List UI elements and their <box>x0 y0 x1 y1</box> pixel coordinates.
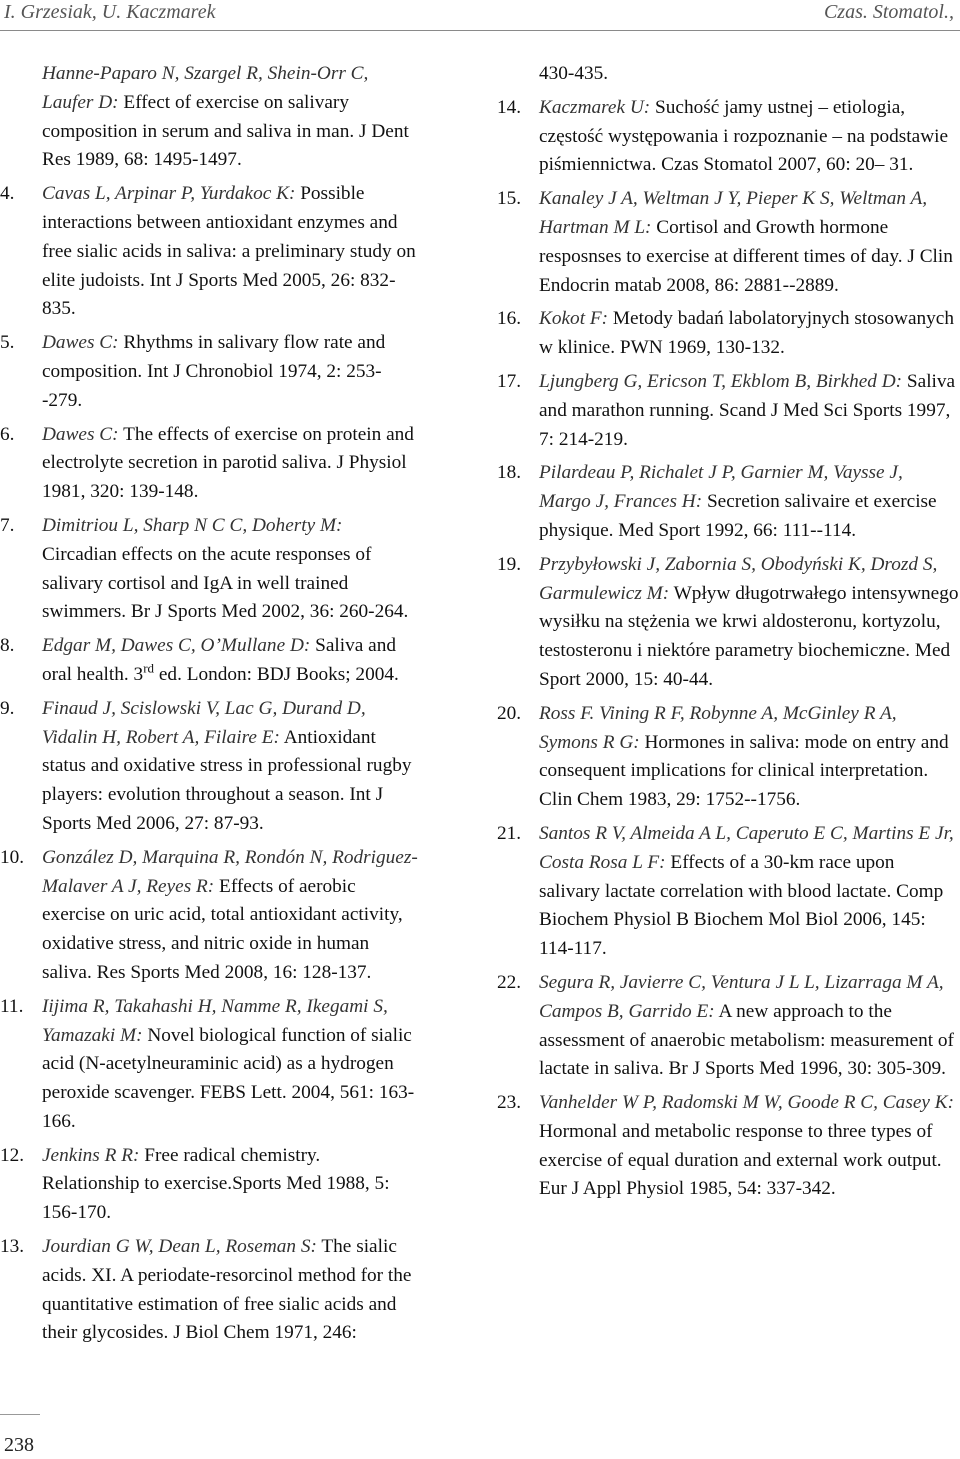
reference-body <box>42 421 420 507</box>
reference-item <box>0 329 420 415</box>
left-reference-column <box>0 60 420 1353</box>
reference-body <box>539 60 959 89</box>
reference-text: Saliva and oral health. 3 <box>42 635 396 685</box>
reference-number: 4. <box>0 183 15 205</box>
reference-number: 20. <box>497 702 522 724</box>
reference-authors: Santos R V, Almeida A L, Caperuto E C, Martins E Jr, Costa Rosa L F: <box>539 822 954 873</box>
reference-text: Metody badań labolatoryjnych stosowanych w klinice. PWN 1969, 130-132. <box>539 308 954 359</box>
reference-item <box>497 700 959 815</box>
reference-number: 16. <box>497 308 522 330</box>
reference-item <box>0 60 420 175</box>
reference-number: 5. <box>0 332 15 354</box>
reference-item <box>0 180 420 324</box>
reference-number: 17. <box>497 370 522 392</box>
reference-text: Wpływ długotrwałego intensywnego wysiłku na stężenia we krwi aldosteronu, kortyzolu, testosteronu i niektóre parametry biochemiczne. Med Sport 2000, 15: 40-44. <box>539 582 959 690</box>
reference-body <box>539 551 959 695</box>
reference-number: 14. <box>497 96 522 118</box>
reference-number: 21. <box>497 822 522 844</box>
reference-body <box>539 700 959 815</box>
reference-item <box>497 94 959 180</box>
reference-authors: Cavas L, Arpinar P, Yurdakoc K: <box>42 183 296 205</box>
reference-number: 22. <box>497 971 522 993</box>
reference-body <box>539 185 959 300</box>
reference-body <box>42 60 420 175</box>
reference-item <box>497 305 959 363</box>
reference-item <box>0 1142 420 1228</box>
reference-body <box>42 180 420 324</box>
reference-superscript: rd <box>143 660 155 676</box>
reference-text: Hormonal and metabolic response to three types of exercise of equal duration and external work output. Eur J Appl Physiol 1985, 54: 337-342. <box>539 1120 942 1200</box>
reference-text: Hormones in saliva: mode on entry and consequent implications for clinical interpretation. Clin Chem 1983, 29: 1752--1756. <box>539 731 949 811</box>
reference-text: The sialic acids. XI. A periodate-resorcinol method for the quantitative estimation of free sialic acids and their glycosides. J Biol Chem 1971, 246: <box>42 1236 412 1344</box>
footer-rule <box>0 1414 40 1415</box>
reference-text: Saliva and marathon running. Scand J Med Sci Sports 1997, 7: 214-219. <box>539 370 956 450</box>
reference-text: Effects of aerobic exercise on uric acid, total antioxidant activity, oxidative stress, and nitric oxide in human saliva. Res Sports Med 2008, 16: 128-137. <box>42 875 403 983</box>
reference-number: 7. <box>0 514 15 536</box>
reference-text: Novel biological function of sialic acid (N-acetylneuraminic acid) as a hydrogen peroxide scavenger. FEBS Lett. 2004, 561: 163-166. <box>42 1024 415 1132</box>
running-header <box>0 0 960 31</box>
reference-text: Effects of a 30-km race upon salivary lactate correlation with blood lactate. Comp Biochem Physiol B Biochem Mol Biol 2006, 145: 114-117. <box>539 851 944 960</box>
reference-body <box>42 1233 420 1348</box>
reference-authors: Edgar M, Dawes C, O’Mullane D: <box>42 635 311 657</box>
reference-body <box>539 305 959 363</box>
reference-number: 19. <box>497 553 522 575</box>
reference-number: 10. <box>0 846 25 868</box>
reference-item <box>497 1089 959 1204</box>
reference-authors: Finaud J, Scislowski V, Lac G, Durand D, Vidalin H, Robert A, Filaire E: <box>42 697 366 748</box>
reference-body <box>539 94 959 180</box>
right-reference-column <box>497 60 959 1209</box>
reference-body <box>42 329 420 415</box>
reference-authors: Hanne-Paparo N, Szargel R, Shein-Orr C, Laufer D: <box>42 63 369 113</box>
reference-item <box>0 993 420 1137</box>
reference-text: Suchość jamy ustnej – etiologia, częstość występowania i rozpoznanie – na podstawie piśmiennictwa. Czas Stomatol 2007, 60: 20– 31. <box>539 96 949 176</box>
reference-authors: Dawes C: <box>42 423 119 445</box>
reference-number: 8. <box>0 635 15 657</box>
reference-number: 13. <box>0 1236 25 1258</box>
reference-number: 15. <box>497 188 522 210</box>
page-number: 238 <box>4 1434 34 1456</box>
reference-authors: Ross F. Vining R F, Robynne A, McGinley R A, Symons R G: <box>539 702 897 753</box>
reference-text: Circadian effects on the acute responses of salivary cortisol and IgA in well trained swimmers. Br J Sports Med 2002, 36: 260-264. <box>42 543 409 623</box>
reference-item <box>497 60 959 89</box>
reference-item <box>0 421 420 507</box>
reference-body <box>42 993 420 1137</box>
reference-item <box>0 1233 420 1348</box>
reference-authors: Przybyłowski J, Zabornia S, Obodyński K, Drozd S, Garmulewicz M: <box>539 553 938 604</box>
reference-item <box>497 820 959 964</box>
reference-number: 11. <box>0 995 24 1017</box>
reference-item <box>0 632 420 690</box>
reference-text: 430-435. <box>539 63 609 84</box>
reference-body <box>539 820 959 964</box>
reference-body <box>42 512 420 627</box>
reference-text: Antioxidant status and oxidative stress in professional rugby players: evolution throughout a season. Int J Sports Med 2006, 27: 87-93. <box>42 726 412 834</box>
reference-item <box>0 844 420 988</box>
reference-number: 23. <box>497 1092 522 1114</box>
reference-authors: Jenkins R R: <box>42 1144 140 1166</box>
reference-item <box>0 695 420 839</box>
reference-text: Effect of exercise on salivary composition in serum and saliva in man. J Dent Res 1989, 68: 1495-1497. <box>42 91 409 171</box>
reference-body <box>42 1142 420 1228</box>
reference-text: Secretion salivaire et exercise physique. Med Sport 1992, 66: 111--114. <box>539 491 937 541</box>
reference-text-continued: ed. London: BDJ Books; 2004. <box>154 663 399 685</box>
reference-authors: Kokot F: <box>539 308 609 330</box>
reference-item <box>497 185 959 300</box>
reference-body <box>42 695 420 839</box>
reference-text: The effects of exercise on protein and electrolyte secretion in parotid saliva. J Physiol 1981, 320: 139-148. <box>42 423 414 503</box>
reference-body <box>539 1089 959 1204</box>
reference-authors: Segura R, Javierre C, Ventura J L L, Lizarraga M A, Campos B, Garrido E: <box>539 971 944 1022</box>
reference-body <box>42 632 420 690</box>
reference-item <box>0 512 420 627</box>
reference-authors: Kanaley J A, Weltman J Y, Pieper K S, Weltman A, Hartman M L: <box>539 188 928 238</box>
reference-authors: Dawes C: <box>42 332 119 354</box>
header-authors: I. Grzesiak, U. Kaczmarek <box>4 1 216 23</box>
reference-number: 6. <box>0 423 15 445</box>
reference-authors: Vanhelder W P, Radomski M W, Goode R C, Casey K: <box>539 1092 955 1114</box>
reference-text: A new approach to the assessment of anaerobic metabolism: measurement of lactate in saliva. Br J Sports Med 1996, 30: 305-309. <box>539 1000 954 1080</box>
header-journal: Czas. Stomatol., <box>823 1 954 23</box>
reference-number: 12. <box>0 1144 25 1166</box>
reference-authors: Iijima R, Takahashi H, Namme R, Ikegami S, Yamazaki M: <box>42 995 388 1046</box>
reference-authors: Kaczmarek U: <box>539 96 651 118</box>
reference-authors: Dimitriou L, Sharp N C C, Doherty M: <box>42 514 343 536</box>
reference-number: 18. <box>497 462 522 484</box>
reference-body <box>42 844 420 988</box>
reference-text: Possible interactions between antioxidant enzymes and free sialic acids in saliva: a preliminary study on elite judoists. Int J Sports Med 2005, 26: 832-835. <box>42 183 416 320</box>
reference-text: Free radical chemistry. Relationship to exercise.Sports Med 1988, 5: 156-170. <box>42 1144 390 1224</box>
reference-authors: González D, Marquina R, Rondón N, Rodriguez-Malaver A J, Reyes R: <box>42 846 418 897</box>
reference-body <box>539 969 959 1084</box>
reference-number: 9. <box>0 697 15 719</box>
reference-item <box>497 551 959 695</box>
reference-item <box>497 368 959 454</box>
reference-body <box>539 368 959 454</box>
reference-item <box>497 969 959 1084</box>
reference-body <box>539 459 959 545</box>
reference-text: Rhythms in salivary flow rate and composition. Int J Chronobiol 1974, 2: 253--279. <box>42 332 386 411</box>
reference-text: Cortisol and Growth hormone resposnses to exercise at different times of day. J Clin Endocrin matab 2008, 86: 2881--2889. <box>539 216 953 296</box>
reference-authors: Jourdian G W, Dean L, Roseman S: <box>42 1236 317 1258</box>
reference-authors: Ljungberg G, Ericson T, Ekblom B, Birkhed D: <box>539 370 903 392</box>
reference-item <box>497 459 959 545</box>
reference-authors: Pilardeau P, Richalet J P, Garnier M, Vaysse J, Margo J, Frances H: <box>539 462 903 513</box>
